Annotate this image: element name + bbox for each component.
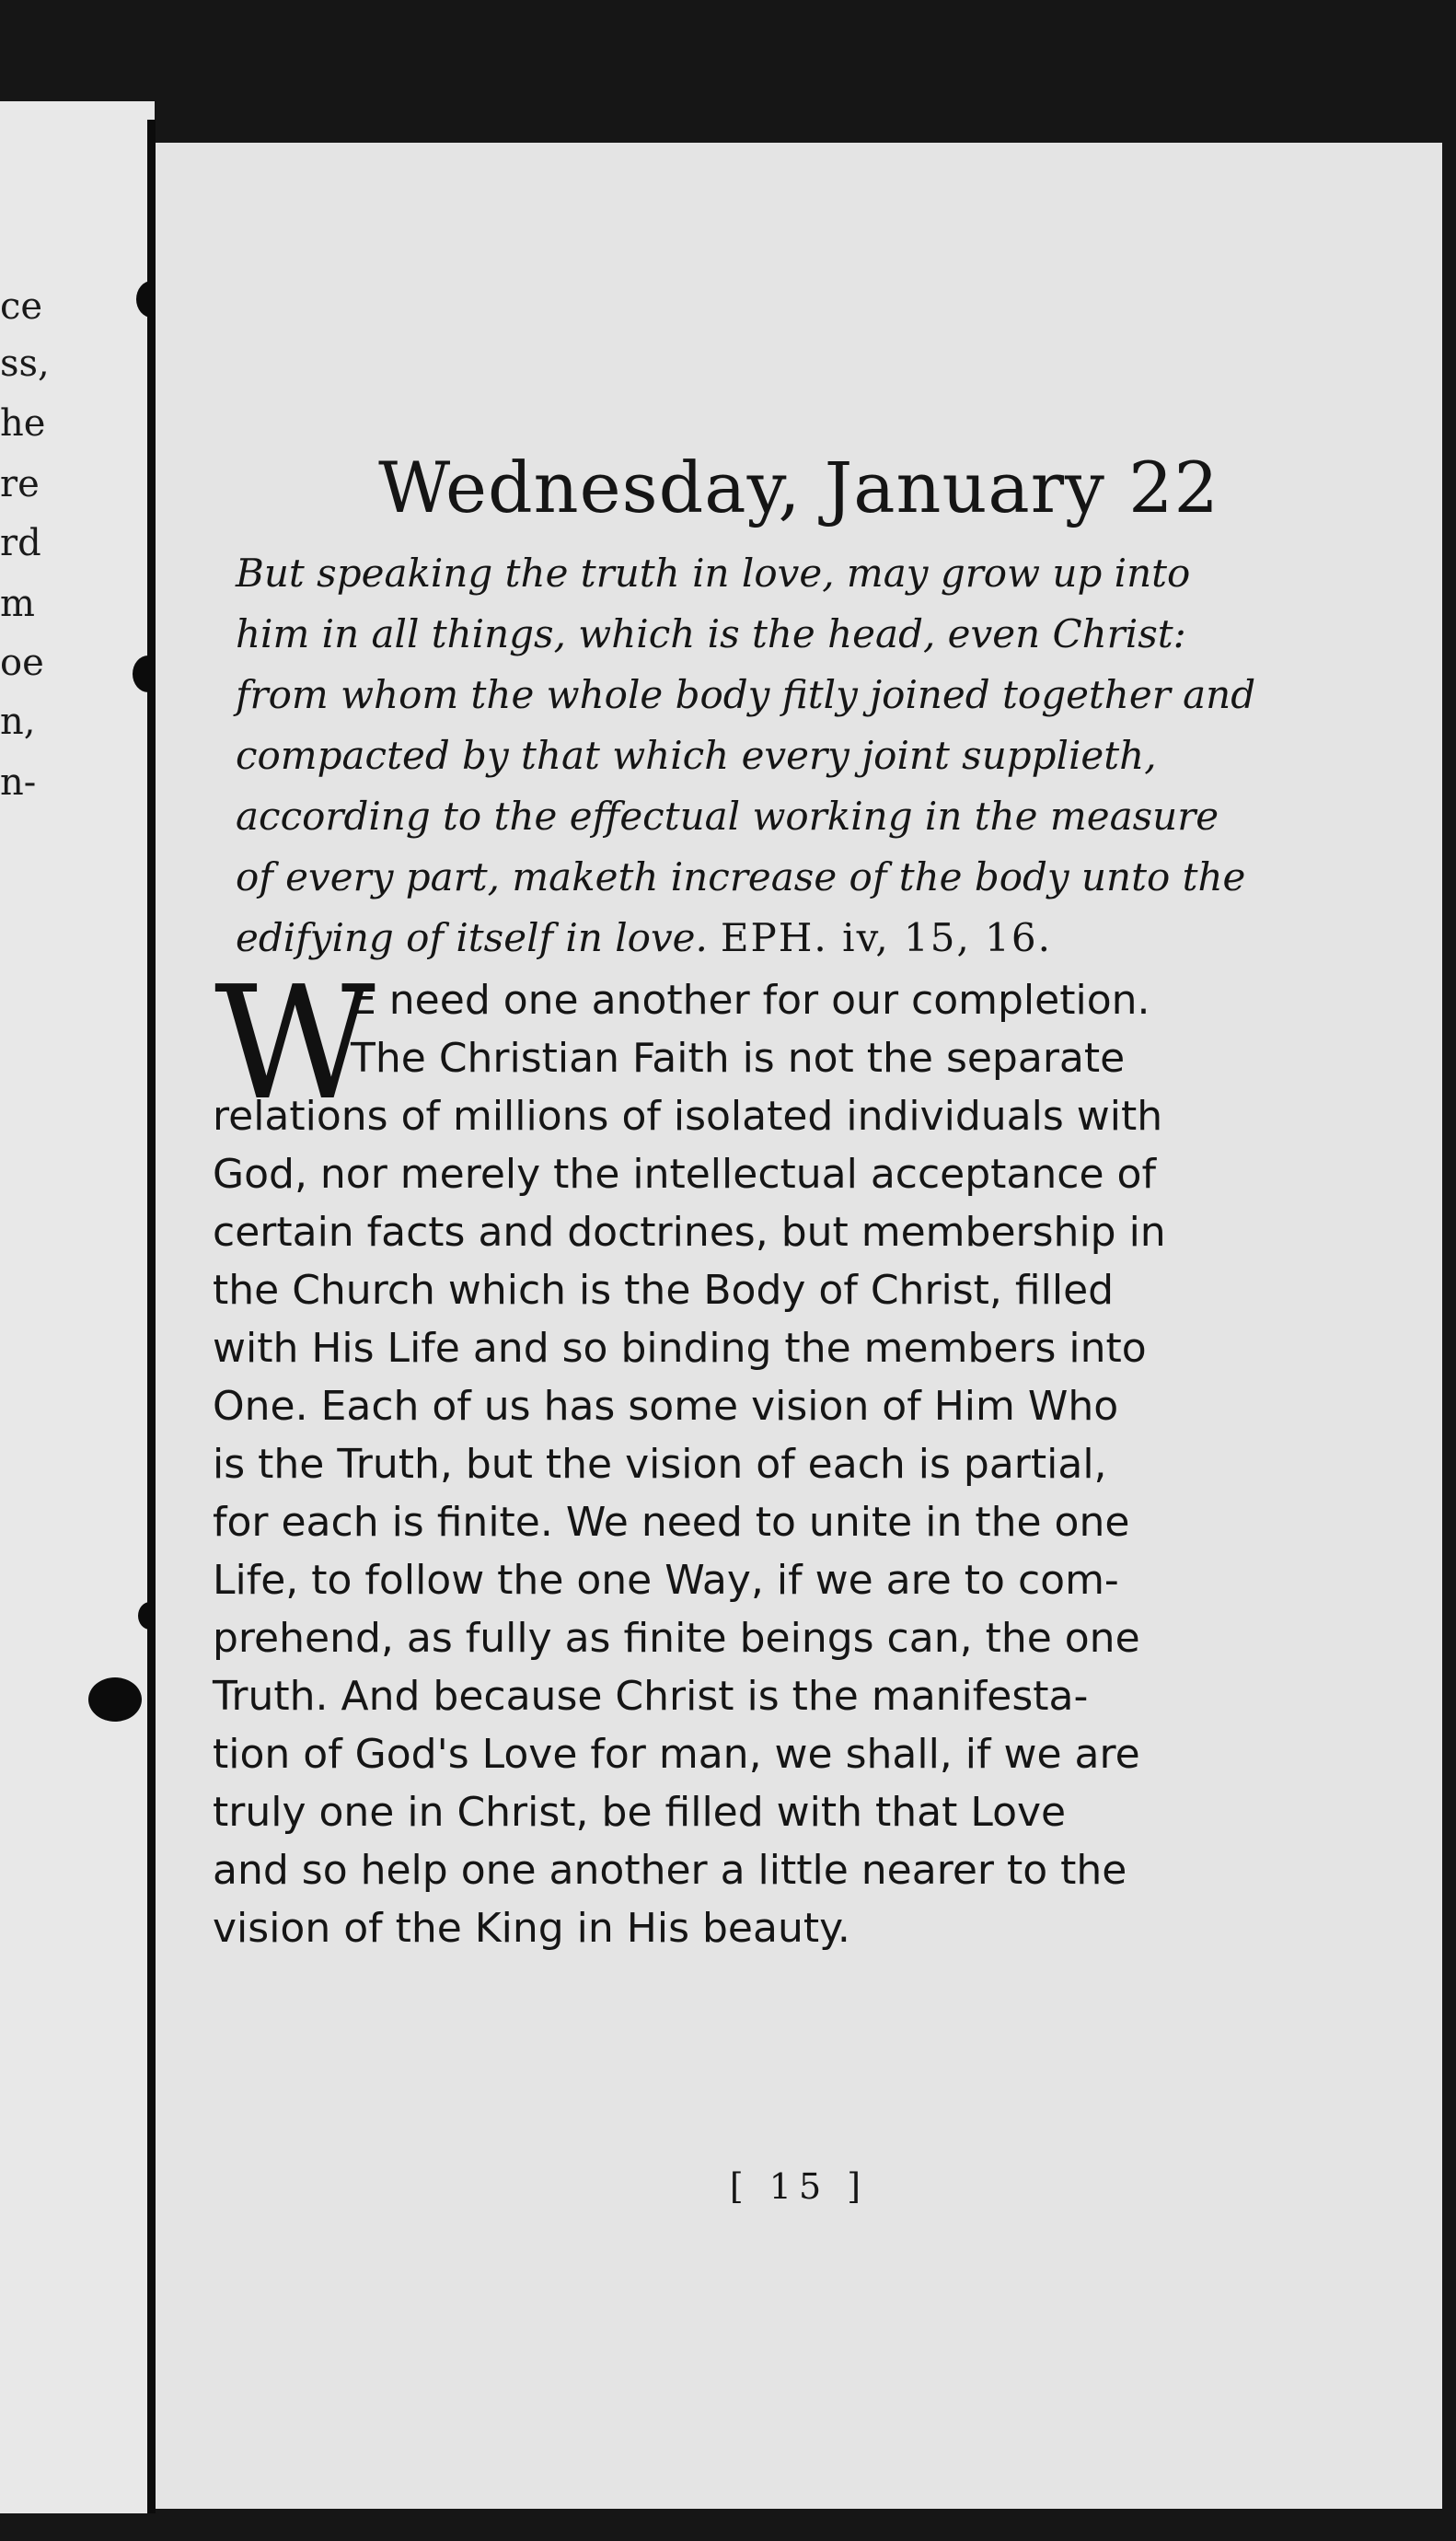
scripture-line: edifying of itself in love. <box>236 915 708 960</box>
body-line: Truth. And because Christ is the manifesta- <box>213 1673 1089 1720</box>
left-page-fragment: oe <box>0 642 44 684</box>
body-line: relations of millions of isolated individuals with <box>213 1093 1163 1140</box>
body-line: E need one another for our completion. <box>351 977 1150 1024</box>
left-page-edge <box>0 101 155 2513</box>
left-page-fragment: ce <box>0 285 43 328</box>
body-line: and so help one another a little nearer to the <box>213 1847 1127 1894</box>
scripture-line: him in all things, which is the head, even Christ: <box>236 611 1186 656</box>
page-title: Wednesday, January 22 <box>378 447 1219 528</box>
meditation-text <box>213 953 1289 1957</box>
scripture-line: of every part, maketh increase of the body unto the <box>236 854 1246 899</box>
left-page-fragment: n- <box>0 761 37 804</box>
body-line: for each is finite. We need to unite in the one <box>213 1499 1130 1546</box>
body-line: One. Each of us has some vision of Him Who <box>213 1383 1119 1430</box>
binding-stitch <box>88 1677 142 1722</box>
body-line: tion of God's Love for man, we shall, if we are <box>213 1731 1140 1778</box>
body-line: The Christian Faith is not the separate <box>351 1035 1126 1082</box>
body-line: certain facts and doctrines, but membership in <box>213 1209 1166 1256</box>
body-line: prehend, as fully as finite beings can, the one <box>213 1615 1140 1662</box>
body-line: with His Life and so binding the members into <box>213 1325 1147 1372</box>
left-page-fragment: he <box>0 402 46 445</box>
scripture-passage <box>236 543 1280 969</box>
left-page-fragment: ss, <box>0 342 50 385</box>
scripture-line: from whom the whole body fitly joined together and <box>236 672 1256 717</box>
body-line: is the Truth, but the vision of each is partial, <box>213 1441 1107 1488</box>
binding-spine <box>147 120 156 2513</box>
scripture-line: compacted by that which every joint supplieth, <box>236 733 1157 778</box>
body-line: Life, to follow the one Way, if we are to com- <box>213 1557 1119 1604</box>
left-page-fragment: m <box>0 583 35 625</box>
book-page <box>156 143 1442 2509</box>
left-page-fragment: rd <box>0 522 41 564</box>
left-page-fragment: n, <box>0 701 36 743</box>
scripture-line: But speaking the truth in love, may grow up into <box>236 551 1191 596</box>
scripture-reference: EPH. iv, 15, 16. <box>720 915 1052 960</box>
page-number: [ 15 ] <box>729 2166 869 2207</box>
left-page-fragment: re <box>0 463 40 505</box>
scripture-line: according to the effectual working in the measure <box>236 794 1219 839</box>
body-line: the Church which is the Body of Christ, filled <box>213 1267 1115 1314</box>
body-line: God, nor merely the intellectual acceptance of <box>213 1151 1156 1198</box>
body-line: vision of the King in His beauty. <box>213 1905 850 1952</box>
drop-cap: W <box>214 953 376 1135</box>
scripture-line-last <box>236 908 1280 969</box>
body-line: truly one in Christ, be filled with that Love <box>213 1789 1067 1836</box>
